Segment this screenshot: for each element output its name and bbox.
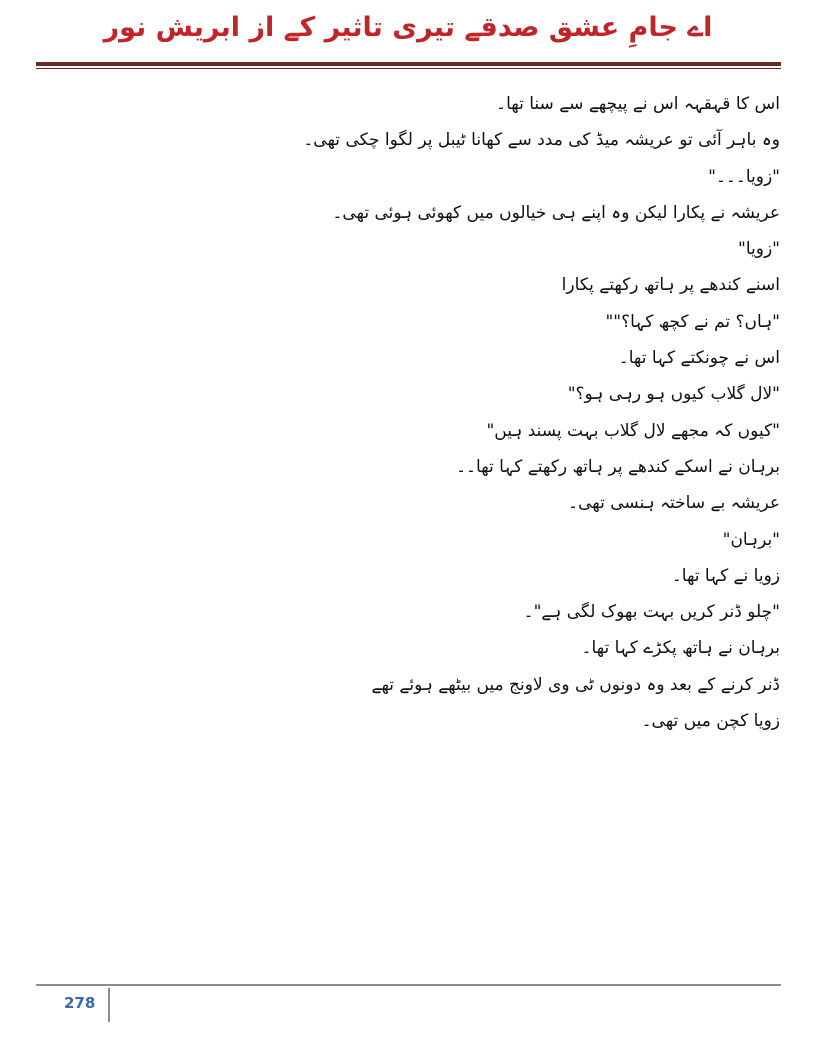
- text-line: برہان نے ہاتھ پکڑے کہا تھا۔: [581, 638, 780, 659]
- text-line: زویا کچن میں تھی۔: [641, 711, 780, 732]
- text-line: ڈنر کرنے کے بعد وہ دونوں ٹی وی لاونج میں بیٹھے ہوئے تھے: [371, 674, 780, 695]
- text-line: "برہان": [722, 529, 780, 550]
- text-line: عریشہ نے پکارا لیکن وہ اپنے ہی خیالوں میں کھوئی ہوئی تھی۔: [332, 202, 780, 223]
- text-line: "زویا": [738, 239, 780, 260]
- text-line: "ہاں؟ تم نے کچھ کہا؟"": [605, 311, 780, 332]
- text-line: "چلو ڈنر کریں بہت بھوک لگی ہے"۔: [523, 602, 780, 623]
- text-line: "کیوں کہ مجھے لال گلاب بہت پسند ہیں": [486, 420, 780, 441]
- page-number: 278: [64, 994, 96, 1012]
- page-header-title: اے جامِ عشق صدقے تیری تاثیر کے از ابریش نور: [103, 12, 713, 43]
- header-rule: [36, 62, 781, 66]
- text-line: "لال گلاب کیوں ہو رہی ہو؟": [567, 384, 780, 405]
- text-line: اسنے کندھے پر ہاتھ رکھتے پکارا: [561, 275, 780, 296]
- text-line: وہ باہر آئی تو عریشہ میڈ کی مدد سے کھانا ٹیبل پر لگوا چکی تھی۔: [303, 130, 780, 151]
- body-text: [35, 86, 780, 739]
- footer-rule: [36, 984, 781, 986]
- header-rule-thin: [36, 68, 781, 69]
- text-line: اس نے چونکتے کہا تھا۔: [618, 348, 780, 369]
- text-line: برہان نے اسکے کندھے پر ہاتھ رکھتے کہا تھا۔۔: [456, 456, 780, 477]
- text-line: اس کا قہقہہ اس نے پیچھے سے سنا تھا۔: [496, 94, 780, 114]
- text-line: "زویا۔۔۔": [708, 166, 780, 187]
- text-line: زویا نے کہا تھا۔: [671, 565, 780, 586]
- text-line: عریشہ بے ساختہ ہنسی تھی۔: [568, 493, 780, 514]
- page-number-divider: [108, 988, 110, 1022]
